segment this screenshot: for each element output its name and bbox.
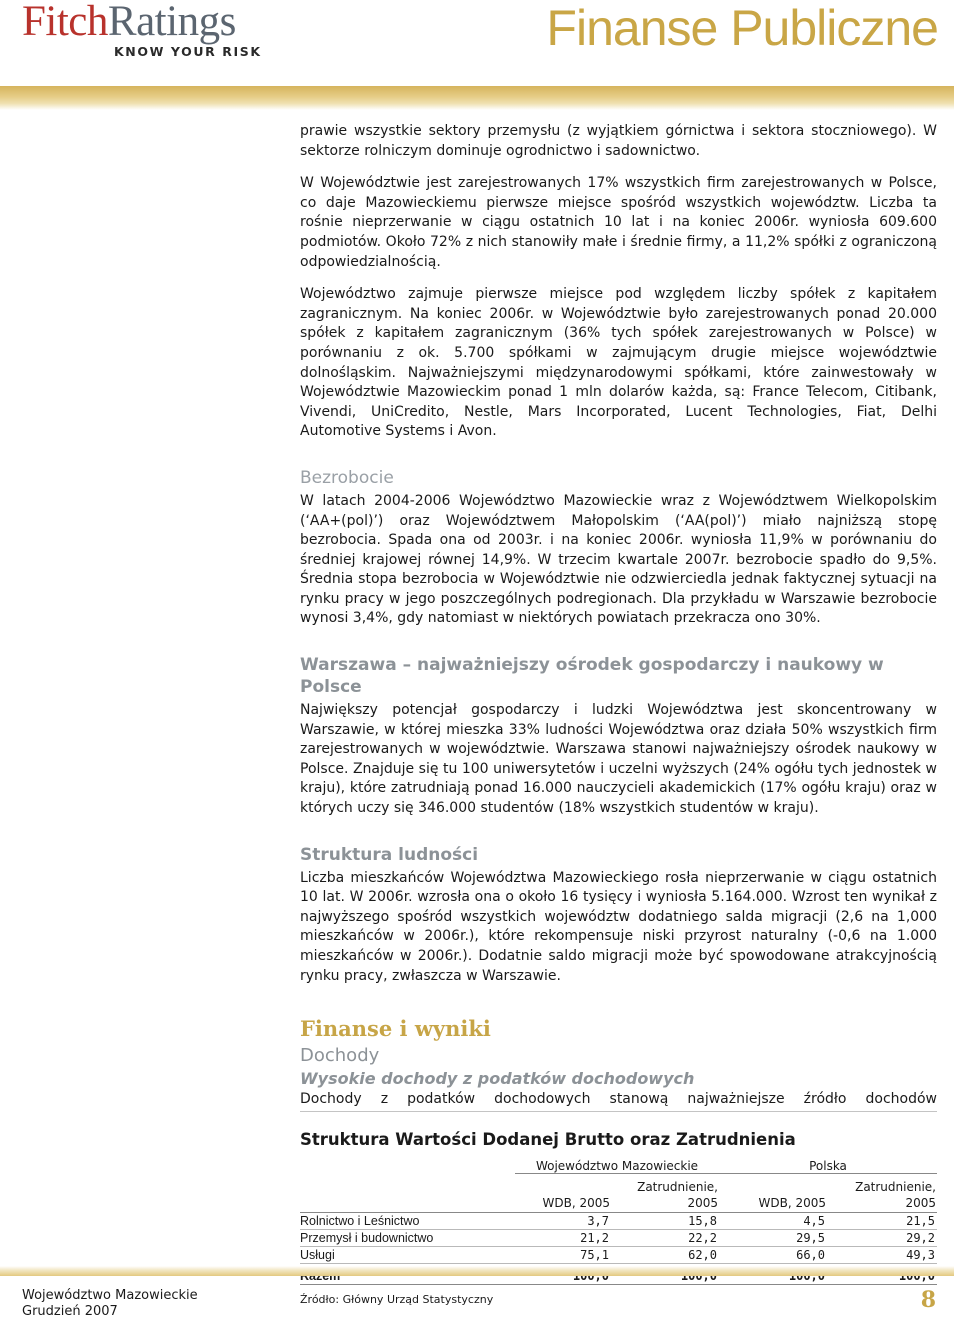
divider [300,1111,937,1112]
column-header: Zatrudnienie, 2005 [611,1173,719,1212]
logo-brand-ratings: Ratings [107,0,236,45]
table-row [300,1246,937,1263]
publication-title: Finanse Publiczne [546,0,938,56]
column-header: WDB, 2005 [719,1173,827,1212]
section-finanse [300,1016,937,1112]
footer-info [22,1288,198,1320]
body-paragraph: prawie wszystkie sektory przemysłu (z wyjątkiem górnictwa i sektora stoczniowego). W sektorze rolniczym dominuje ogrodnictwo i sadownictwo. [300,123,937,159]
table-cell: 22,2 [611,1229,719,1246]
section-text: Największy potencjał gospodarczy i ludzki Województwa jest skoncentrowany w Warszawie, w której mieszka 33% ludności Województwa oraz działa 50% wszystkich firm zarejestrowanych w województwie. Warszawa stanowi najważniejszy ośrodek naukowy w Polsce. Znajduje się tu 100 uniwersytetów i uczelni wyższych (24% ogółu tych jednostek w kraju), które zatrudniają ponad 16.000 nauczycieli akademickich (17% ogółu kraju) oraz w których uczy się 346.000 studentów (18% wszystkich studentów w kraju). [300,702,937,817]
table-group-header-row [300,1154,937,1174]
footer-region: Województwo Mazowieckie [22,1288,198,1303]
logo-brand-fitch: Fitch [22,0,108,45]
table-source-note: Źródło: Główny Urząd Statystyczny [300,1292,494,1306]
table-column-header-row [300,1173,937,1212]
page-number: 8 [920,1287,936,1313]
table-cell: 3,7 [515,1212,611,1229]
header-gold-band [0,86,954,110]
subheading: Dochody [300,1045,380,1067]
table-cell: 66,0 [719,1246,827,1263]
table-cell: 29,2 [827,1229,937,1246]
table-block [300,1129,937,1306]
footer-date: Grudzień 2007 [22,1304,118,1319]
logo-wordmark [22,0,262,44]
column-header: Zatrudnienie, 2005 [827,1173,937,1212]
body-paragraph: W Województwie jest zarejestrowanych 17% wszystkich firm zarejestrowanych w Polsce, co daje Mazowieckiemu pierwsze miejsce spośród wszystkich województw. Liczba ta rośnie nieprzerwanie w ciągu ostatnich 10 lat i na koniec 2006r. wyniosła 609.600 podmiotów. Około 72% z nich stanowiły małe i średnie firmy, a 11,2% spółki z ograniczoną odpowiedzialnością. [300,175,937,270]
major-heading: Finanse i wyniki [300,1016,491,1042]
section-heading: Bezrobocie [300,467,394,488]
table-cell: 21,5 [827,1212,937,1229]
table-cell: 75,1 [515,1246,611,1263]
section-heading: Warszawa – najważniejszy ośrodek gospodarczy i naukowy w Polsce [300,655,884,698]
main-content [300,122,937,1306]
body-paragraph: Województwo zajmuje pierwsze miejsce pod względem liczby spółek z kapitałem zagranicznym. Na koniec 2006r. w Województwie było zarejestrowanych ponad 20.000 spółek z kapitałem zagranicznym (36% tych spółek zarejestrowanych w Polsce) w porównaniu z ok. 5.700 spółkami w zajmującym drugie miejsce województwie dolnośląskim. Najważniejszymi międzynarodowymi spółkami, które zainwestowały w Województwie Mazowieckim ponad 1 mln dolarów każda, są: France Telecom, Citibank, Vivendi, UniCredito, Nestle, Mars Incorporated, Lucent Technologies, Fiat, Delhi Automotive Systems i Avon. [300,286,937,440]
table-cell: 29,5 [719,1229,827,1246]
page-header [0,0,960,80]
row-label: Usługi [300,1246,515,1263]
table-cell: 4,5 [719,1212,827,1229]
section-bezrobocie [300,467,937,629]
section-text: Liczba mieszkańców Województwa Mazowieckiego rosła nieprzerwanie w ciągu ostatnich 10 lat. W 2006r. wzrosła ona o około 16 tysięcy i wyniosła 5.164.000. Wzrost ten wynikał z najwyższego spośród wszystkich województw dodatniego salda migracji (2,6 na 1,000 mieszkańców w 2006r.), które rekompensuje niski przyrost naturalny (-0,6 na 1.000 mieszkańców w 2006r.). Dodatnie saldo migracji może być spowodowane atrakcyjnością rynku pracy, zwłaszcza w Warszawie. [300,869,937,984]
section-struktura-ludnosci [300,844,937,987]
sub-subheading: Wysokie dochody z podatków dochodowych [300,1069,695,1089]
table-cell: 15,8 [611,1212,719,1229]
section-text: W latach 2004-2006 Województwo Mazowieckie wraz z Województwem Wielkopolskim (‘AA+(pol)’) oraz Województwem Małopolskim (‘AA(pol)’) miało najniższą stopę bezrobocia. Spada ona od 2003r. i na koniec 2006r. wyniosła 11,9% w porównaniu do średniej krajowej równej 14,9%. W trzecim kwartale 2007r. bezrobocie spadło do 9,5%. Średnia stopa bezrobocia w Województwie nie odzwierciedla jednak faktycznej sytuacji na rynku pracy w jego poszczególnych podregionach. Dla przykładu w Warszawie bezrobocie wynosi 3,4%, gdy natomiast w niektórych powiatach przekracza ono 30%. [300,492,937,627]
row-label: Rolnictwo i Leśnictwo [300,1212,515,1229]
table-row [300,1229,937,1246]
section-heading: Struktura ludności [300,844,479,865]
column-header: WDB, 2005 [515,1173,611,1212]
section-warszawa [300,654,937,819]
footer-gold-band [0,1266,954,1276]
fitch-ratings-logo [22,0,262,59]
section-text: Dochody z podatków dochodowych stanową najważniejsze źródło dochodów [300,1091,937,1108]
group-header-mazowieckie: Województwo Mazowieckie [515,1154,719,1174]
table-cell: 62,0 [611,1246,719,1263]
table-cell: 49,3 [827,1246,937,1263]
group-header-polska: Polska [719,1154,937,1174]
row-label: Przemysł i budownictwo [300,1229,515,1246]
logo-tagline: KNOW YOUR RISK [114,44,262,59]
table-row [300,1212,937,1229]
table-cell: 21,2 [515,1229,611,1246]
table-title: Struktura Wartości Dodanej Brutto oraz Zatrudnienia [300,1129,796,1149]
